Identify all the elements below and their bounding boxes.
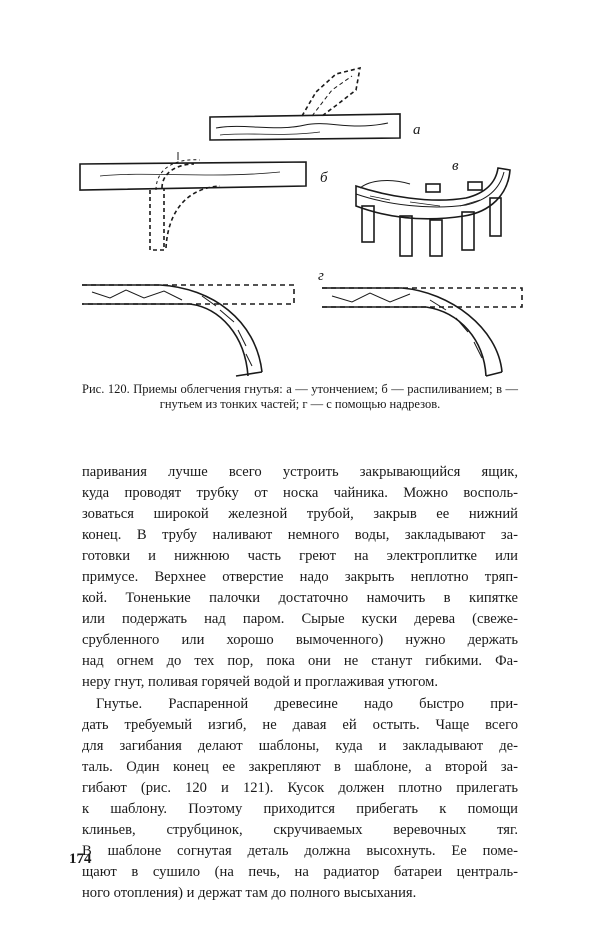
text-line: куда проводят трубку от носка чайника. Можно восполь- <box>82 485 518 502</box>
text-line: паривания лучше всего устроить закрывающийся ящик, <box>82 464 518 480</box>
text-line: клиньев, струбцинок, скручиваемых веревочных тяг. <box>82 821 518 838</box>
figure-120 <box>70 60 540 380</box>
text-line: гибают (рис. 120 и 121). Кусок должен плотно прилегать <box>82 779 518 796</box>
caption-prefix: Рис. 120. <box>82 382 130 396</box>
label-g: г <box>318 268 324 284</box>
diagram-a <box>210 68 400 140</box>
caption-text: Приемы облегчения гнутья: а — утончением; б — распиливанием; в — гнутьем из тонких частей; г — с помощью надрезов. <box>129 382 518 411</box>
text-line: таль. Один конец ее закрепляют в шаблоне, а второй за- <box>82 758 518 775</box>
body-text <box>82 462 518 904</box>
text-line: примусе. Верхнее отверстие надо закрыть неплотно тряп- <box>82 569 518 586</box>
figure-caption <box>82 382 518 411</box>
text-line: для загибания делают шаблоны, куда и закладывают де- <box>82 737 518 754</box>
text-line: дать требуемый изгиб, не давая ей остыть. Чаще всего <box>82 716 518 733</box>
label-b: б <box>320 170 328 186</box>
text-line: кой. Тоненькие палочки достаточно намочить в кипятке <box>82 590 518 607</box>
text-line: щают в сушило (на печь, на радиатор батареи централь- <box>82 863 518 880</box>
text-line: В шаблоне согнутая деталь должна высохнуть. Ее поме- <box>82 842 518 859</box>
text-line: Гнутье. Распаренной древесине надо быстро при- <box>96 695 518 712</box>
text-line: над огнем до тех пор, пока они не станут гибкими. Фа- <box>82 653 518 670</box>
text-line: готовки и нижнюю часть греют на электроплитке или <box>82 548 518 565</box>
text-line: неру гнут, поливая горячей водой и проглаживая утюгом. <box>82 674 438 691</box>
text-line: к шаблону. Поэтому приходится прибегать к помощи <box>82 800 518 817</box>
diagram-g-right <box>322 288 522 376</box>
text-line: ного отопления) и держат там до полного высыхания. <box>82 884 417 901</box>
diagram-b <box>80 152 306 250</box>
figure-drawing <box>70 60 540 380</box>
text-line: срубленного или хорошо вымоченного) нужно держать <box>82 632 518 649</box>
text-line: зоваться широкой железной трубой, закрыв ее нижний <box>82 506 518 523</box>
text-line: или подержать над паром. Сырые куски дерева (свеже- <box>82 611 518 628</box>
diagram-g-left <box>82 285 294 376</box>
text-line: конец. В трубу наливают немного воды, закладывают за- <box>82 527 518 544</box>
page-number: 174 <box>69 851 92 867</box>
diagram-v <box>356 168 510 256</box>
label-v: в <box>452 158 459 174</box>
label-a: а <box>413 122 421 138</box>
